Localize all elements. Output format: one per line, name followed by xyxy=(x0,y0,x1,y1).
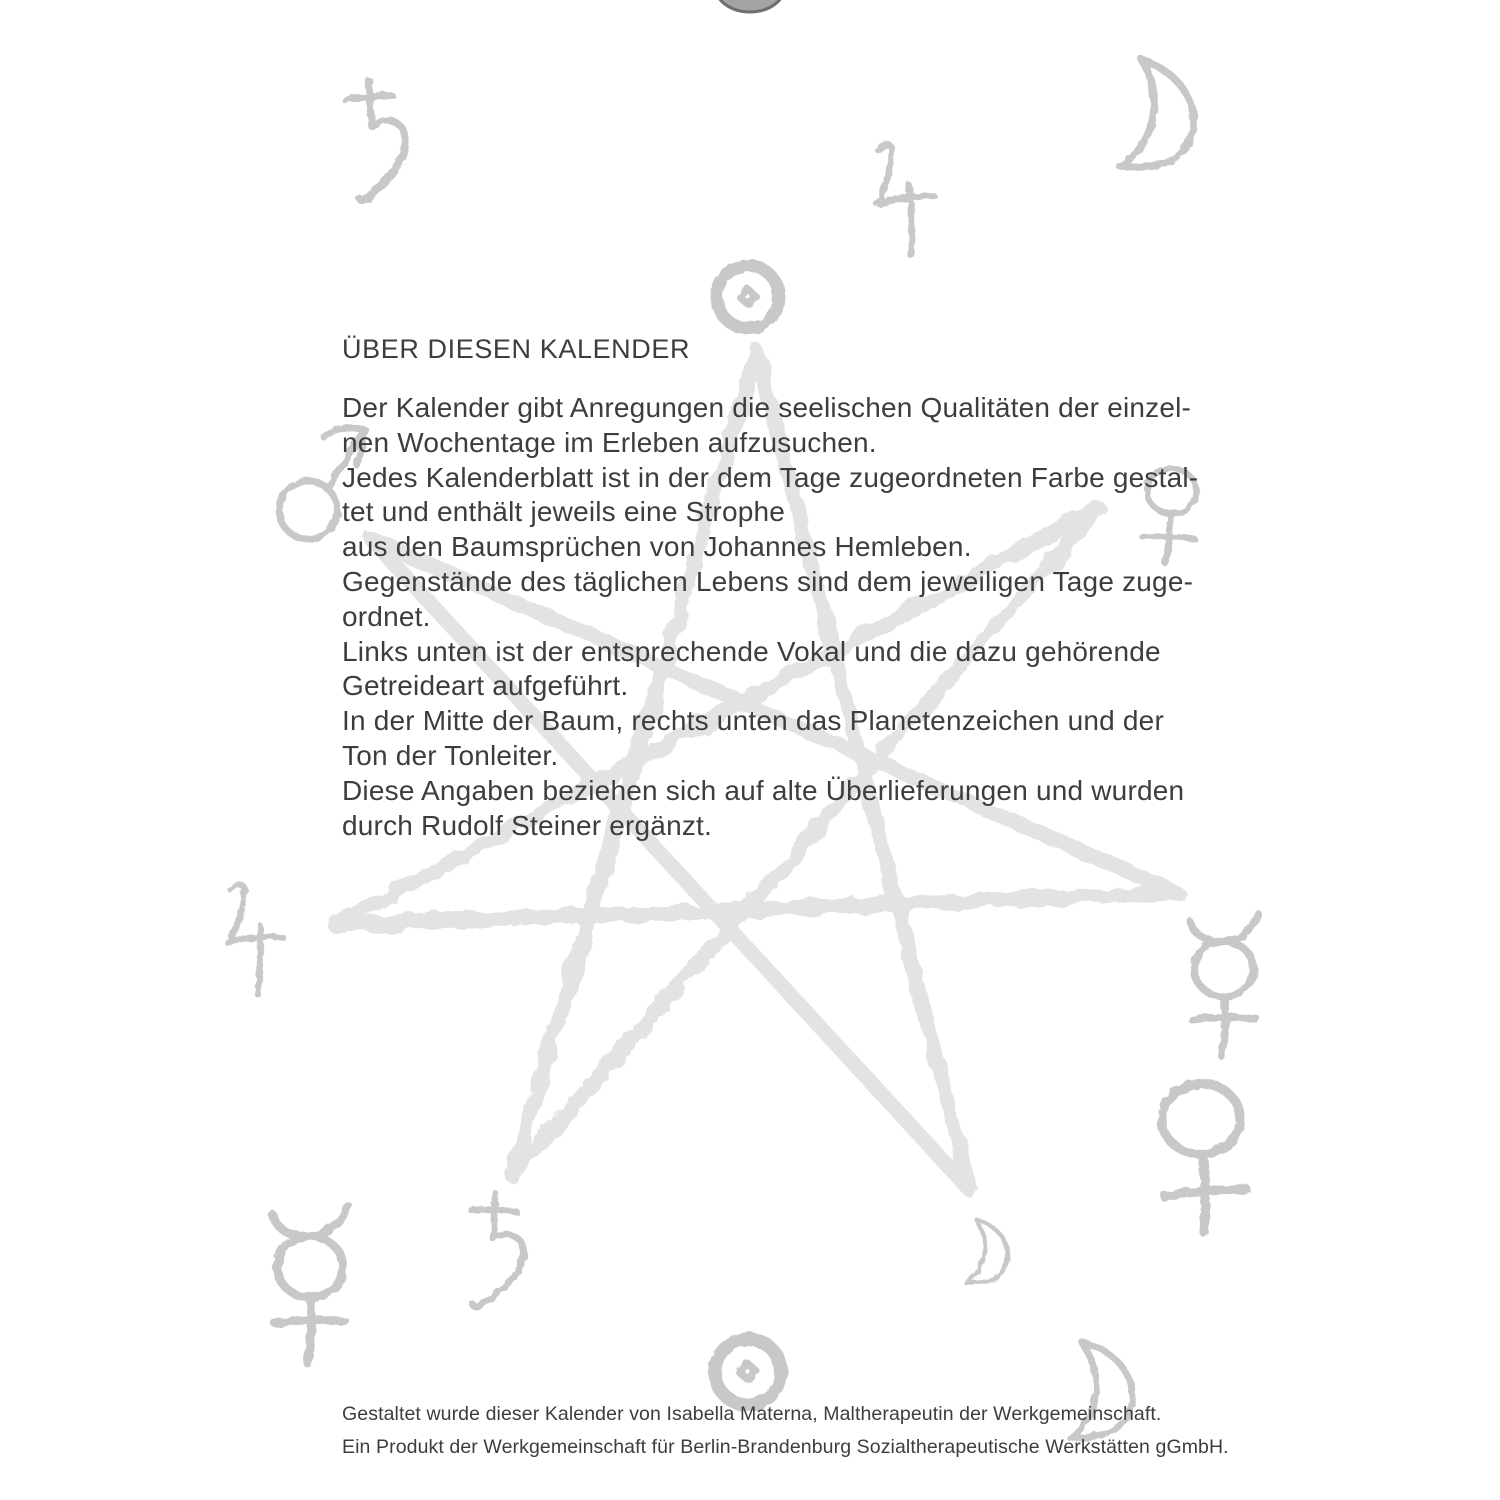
footer-line: Gestaltet wurde dieser Kalender von Isabella Materna, Maltherapeutin der Werkgemeinschaft. xyxy=(342,1403,1162,1425)
body-line: Links unten ist der entsprechende Vokal und die dazu gehörende xyxy=(342,635,1161,667)
body-text xyxy=(342,391,1242,843)
body-line: nen Wochentage im Erleben aufzusuchen. xyxy=(342,426,877,458)
body-line: Der Kalender gibt Anregungen die seelischen Qualitäten der einzel- xyxy=(342,392,1192,423)
body-line: Diese Angaben beziehen sich auf alte Überlieferungen und wurden xyxy=(342,774,1185,806)
body-line: ordnet. xyxy=(342,600,431,632)
body-line: Getreideart aufgeführt. xyxy=(342,670,629,702)
body-line: durch Rudolf Steiner ergänzt. xyxy=(342,809,713,841)
footer-text xyxy=(342,1398,1342,1463)
body-line: Ton der Tonleiter. xyxy=(342,739,559,771)
body-line: aus den Baumsprüchen von Johannes Hemleben. xyxy=(342,531,972,563)
body-line: Jedes Kalenderblatt ist in der dem Tage zugeordneten Farbe gestal- xyxy=(342,461,1199,493)
footer-line: Ein Produkt der Werkgemeinschaft für Berlin-Brandenburg Sozialtherapeutische Werkstätten gGmbH. xyxy=(342,1435,1229,1458)
page-title: ÜBER DIESEN KALENDER xyxy=(342,334,691,364)
body-line: Gegenstände des täglichen Lebens sind dem jeweiligen Tage zuge- xyxy=(342,565,1194,597)
body-line: In der Mitte der Baum, rechts unten das Planetenzeichen und der xyxy=(342,705,1164,737)
body-line: tet und enthält jeweils eine Strophe xyxy=(342,496,786,528)
